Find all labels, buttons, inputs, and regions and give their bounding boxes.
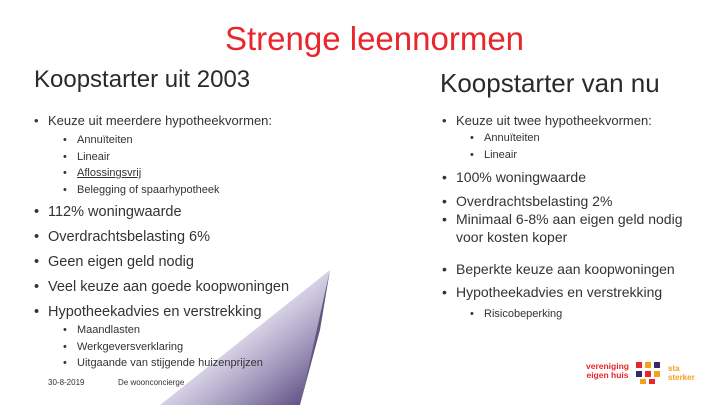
right-point-item: • Beperkte keuze aan koopwoningen (456, 260, 675, 278)
left-forms-list (77, 132, 220, 198)
left-point-item: • Overdrachtsbelasting 6% (48, 225, 289, 250)
left-title-red: Strenge leennormen (225, 20, 525, 57)
right-points-list-a (456, 168, 686, 246)
logo-veh-line1: vereniging (586, 361, 629, 371)
right-heading-list (456, 112, 652, 130)
left-title: Koopstarter uit 2003 (34, 66, 251, 93)
left-point-item: • Hypotheekadvies en verstrekking (48, 300, 289, 325)
left-form-item: • Belegging of spaarhypotheek (77, 182, 220, 199)
right-form-item: • Lineair (484, 147, 540, 164)
left-sub-item: • Werkgeversverklaring (77, 339, 263, 356)
logo-vereniging-eigen-huis (586, 362, 629, 380)
right-title: Koopstarter van nu (440, 68, 660, 98)
logo-sta-line2: sterker (668, 373, 695, 382)
left-points-list (48, 200, 289, 325)
right-point-item: • Hypotheekadvies en verstrekking (456, 283, 675, 301)
left-sub-item: • Maandlasten (77, 322, 263, 339)
right-point-item: • Overdrachtsbelasting 2% (456, 192, 686, 210)
sta-sterker-mark-icon (634, 360, 662, 386)
right-heading: • Keuze uit twee hypotheekvormen: (456, 112, 652, 130)
right-point-item: • Minimaal 6-8% aan eigen geld nodig voor kosten koper (456, 210, 686, 246)
left-sub-item: • Uitgaande van stijgende huizenprijzen (77, 355, 263, 372)
right-sub-item: • Risicobeperking (484, 306, 562, 323)
footer-date: 30-8-2019 (48, 378, 85, 387)
right-point-item: • 100% woningwaarde (456, 168, 686, 186)
right-form-item: • Annuïteiten (484, 130, 540, 147)
left-form-item: • Annuïteiten (77, 132, 220, 149)
left-heading-list (48, 112, 272, 130)
left-point-item: • Geen eigen geld nodig (48, 250, 289, 275)
left-form-item: • Lineair (77, 149, 220, 166)
left-point-item: • Veel keuze aan goede koopwoningen (48, 275, 289, 300)
logo-veh-line2: eigen huis (586, 370, 629, 380)
left-heading: • Keuze uit meerdere hypotheekvormen: (48, 112, 272, 130)
logo-sta-line1: sta (668, 364, 680, 373)
right-points-list-b (456, 260, 675, 301)
left-sub-list (77, 322, 263, 372)
right-sub-list (484, 306, 562, 323)
footer-source: De woonconcierge (118, 378, 185, 387)
left-point-item: • 112% woningwaarde (48, 200, 289, 225)
logo-sta-sterker (668, 364, 695, 382)
left-form-item-link[interactable]: • Aflossingsvrij (77, 165, 220, 182)
right-forms-list (484, 130, 540, 163)
